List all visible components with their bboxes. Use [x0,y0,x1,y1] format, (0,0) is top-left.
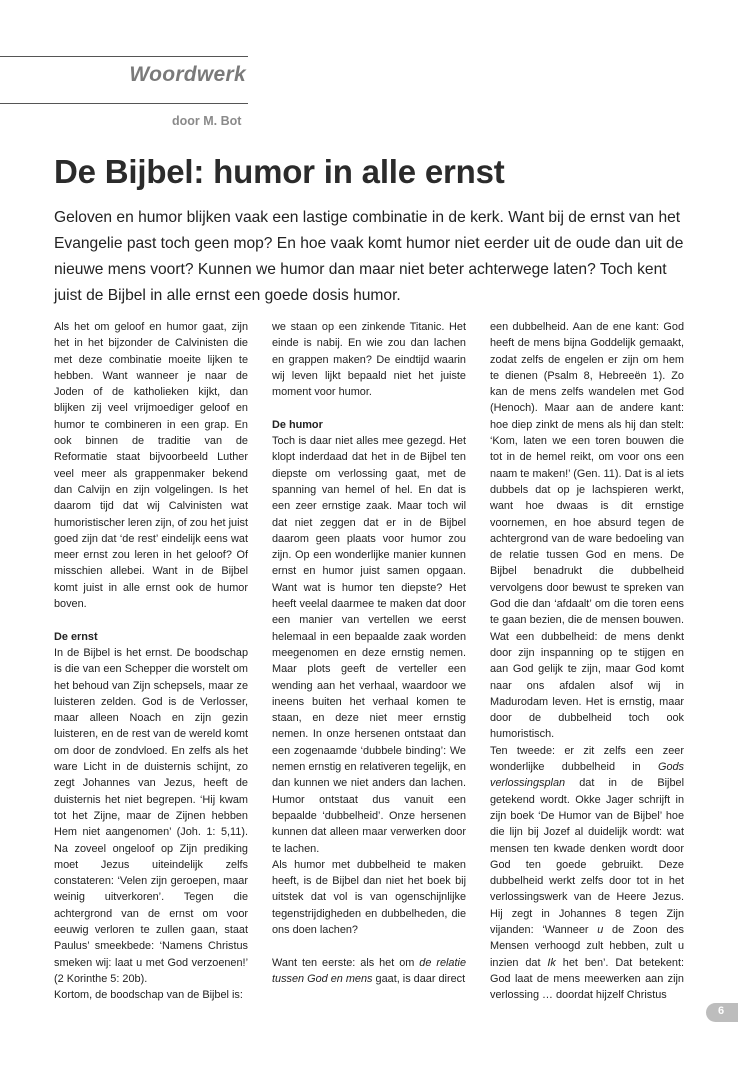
column-2 [272,319,466,987]
page-number-tab [706,1003,738,1022]
paragraph: Kortom, de boodschap van de Bijbel is: [54,989,243,1002]
article-lead: Geloven en humor blijken vaak een lastige combinatie in de kerk. Want bij de ernst van het Evangelie past toch geen mop? En hoe vaak komt humor niet eerder uit de oude dan uit de nieuwe mens voort? Kunnen we humor dan maar niet beter achterwege laten? Toch kent juist de Bijbel in alle ernst een goede dosis humor. [54,209,684,304]
section-title: Woordwerk [129,63,246,86]
paragraph: Als humor met dubbelheid te maken heeft, is de Bijbel dan niet het boek bij uitstek dat vol is van ogenschijnlijke tegenstrijdigheden en dubbelheden, die ons doen lachen? [272,858,466,936]
paragraph: een dubbelheid. Aan de ene kant: God heeft de mens bijna Goddelijk gemaakt, zodat zelfs de engelen er zijn om hem te dienen (Psalm 8, Hebreeën 1). Zo kan de mens zelfs wandelen met God (Henoch). Maar aan de andere kant: hoe diep zinkt de mens als hij dan stelt: ‘Kom, laten we een toren bouwen die tot in de hemel reikt, om voor ons een naam te maken!’ (Gen. 11). Dat is al iets dubbels dat op je lachspieren werkt, want hoe dwaas is dit ernstige voornemen, en hoe absurd tegen de achtergrond van de ware bedoeling van de relatie tussen God en mens. De Bijbel benadrukt die dubbelheid vervolgens door bewust te spreken van God die dan ‘afdaalt’ om die toren eens te gaan bezien, die de mensen bouwen. Wat een dubbelheid: de mens denkt door zijn inspanning op te stijgen en aan God gelijk te zijn, maar God komt naar ons afdalen alsof wij in Madurodam leven. Het is ernstig, maar door de dubbelheid toch ook humoristisch. [490,321,684,741]
byline: door M. Bot [172,114,242,128]
column-3 [490,319,684,1003]
paragraph: Toch is daar niet alles mee gezegd. Het klopt inderdaad dat het in de Bijbel ten diepste om verlossing gaat, met de spanning van hemel of hel. En dat is een zeer ernstige zaak. Maar toch wil dat niet zeggen dat er in de Bijbel daarom geen plaats voor humor zou zijn. Op een wonderlijke manier kunnen ernst en humor juist samen opgaan. Want wat is humor ten diepste? Het heeft veelal daarmee te maken dat door een manier van vertellen we eerst helemaal in een bepaalde zaak worden meegenomen en deze ernstig nemen. Maar plots geeft de verteller een wending aan het verhaal, waardoor we ineens buiten het verhaal komen te staan, en deze niet meer ernstig nemen. In onze hersenen ontstaat dan een zogenaamde ‘dubbele binding’: We nemen ernstig en relativeren tegelijk, en dan kunnen we niet anders dan lachen. Humor ontstaat dus vanuit een bepaalde ‘dubbelheid’. Onze hersenen kunnen dat alleen maar verwerken door te lachen. [272,435,466,855]
paragraph: Als het om geloof en humor gaat, zijn het in het bijzonder de Calvinisten die met deze combinatie moeite lijken te hebben. Want wanneer je naar de Joden of de katholieken kijkt, dan blijken zij veel vrijmoediger geloof en humor te combineren in een grap. En ook binnen de traditie van de Reformatie staat bijvoorbeeld Luther veel meer als grappenmaker bekend dan Calvijn en zijn volgelingen. Is het daarom tijd dat wij Calvinisten wat humoristischer leren zijn, of zou het juist goed zijn dat ‘de rest’ eindelijk eens wat meer ernst zou leren in het geloof? Of misschien allebei. Want in de Bijbel komt juist in alle ernst ook de humor boven. [54,321,248,611]
page-number: 6 [718,1005,725,1017]
paragraph: Want ten eerste: als het om de relatie tussen God en mens gaat, is daar direct [272,956,466,985]
paragraph: we staan op een zinkende Titanic. Het einde is nabij. En wie zou dan lachen en grappen maken? De eindtijd waarin wij leven lijkt bepaald niet het juiste moment voor humor. [272,321,466,399]
section-header-bar [0,56,248,104]
column-1 [54,319,248,1003]
paragraph: Ten tweede: er zit zelfs een zeer wonderlijke dubbelheid in Gods verlossingsplan dat in de Bijbel getekend wordt. Okke Jager schrijft in zijn boek ‘De Humor van de Bijbel’ hoe die lijn bij Jozef al duidelijk wordt: wat mensen ten kwade denken wordt door God ten goede gebruikt. Deze dubbelheid werkt zelfs door tot in het verlossingswerk van de Heere Jezus. Hij zegt in Johannes 8 tegen Zijn vijanden: ‘Wanneer u de Zoon des Mensen verhoogd zult hebben, zult u inzien dat Ik het ben’. Dat betekent: God laat de mens meewerken aan zijn verlossing … doordat hijzelf Christus [490,744,685,1002]
paragraph: In de Bijbel is het ernst. De boodschap is die van een Schepper die worstelt om het behoud van Zijn schepsels, maar ze luisteren zelden. God is de Verlosser, maar alleen Noach en zijn gezin luisteren, en de rest van de wereld komt om door de zondvloed. En zelfs als het ware Licht in de duisternis schijnt, zo zegt Johannes van Jezus, heeft de duisternis het niet begrepen. ‘Hij kwam tot het Zijne, maar de Zijnen hebben Hem niet aangenomen’ (Joh. 1: 5,11). Na zoveel ongeloof op Zijn prediking moet Jezus uiteindelijk zelfs constateren: ‘Velen zijn geroepen, maar weinig uitverkoren’. Tegen die achtergrond van de ernst om voor eeuwig verloren te zullen gaan, staat Paulus’ smeekbede: ‘Namens Christus smeken wij: laat u met God verzoenen!’ (2 Korinthe 5: 20b). [54,646,248,985]
article-title: De Bijbel: humor in alle ernst [54,153,505,190]
subheading-de-humor: De humor [272,418,323,431]
subheading-de-ernst: De ernst [54,630,98,643]
